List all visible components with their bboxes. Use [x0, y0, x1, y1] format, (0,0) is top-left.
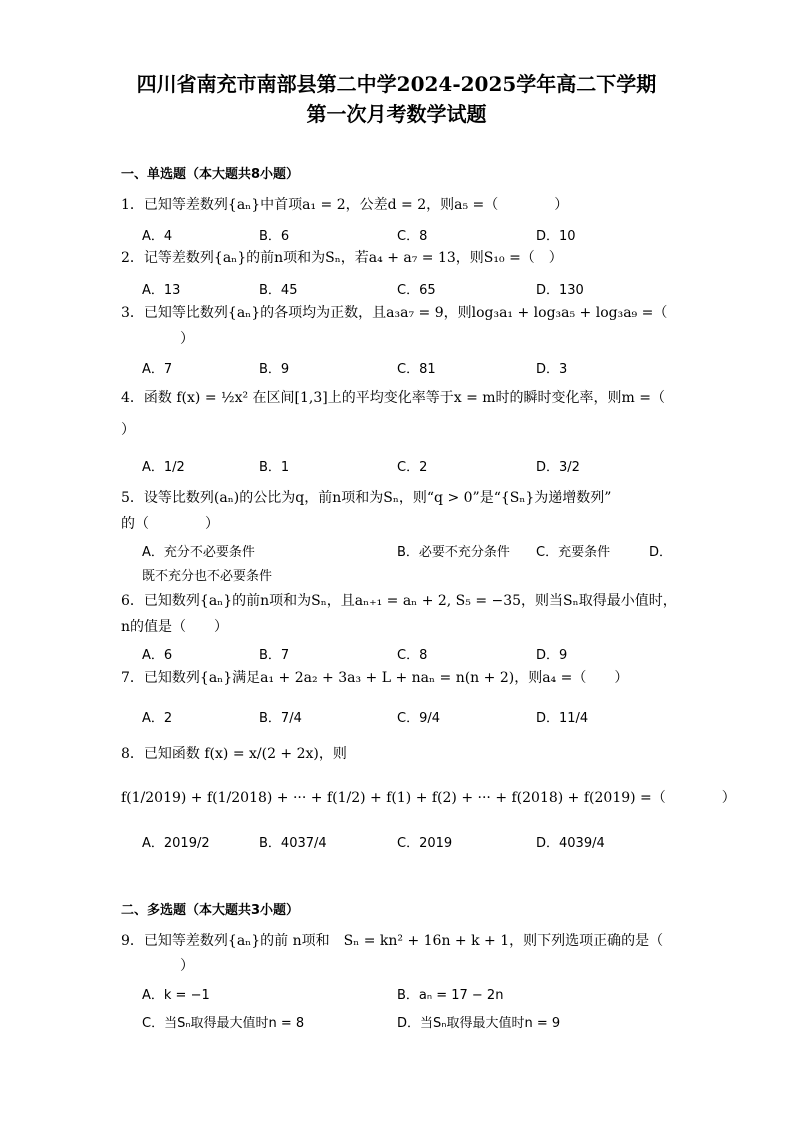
- q1-option-c: C．8: [397, 229, 428, 244]
- q8-option-b: B．4037/4: [259, 836, 327, 851]
- page-title-line2: 第一次月考数学试题: [306, 102, 487, 126]
- question-5: 5．设等比数列(aₙ)的公比为q，前n项和为Sₙ，则“q > 0”是“{Sₙ}为递增数列”: [121, 490, 612, 506]
- question-9: 9．已知等差数列{aₙ}的前 n项和 Sₙ = kn² + 16n + k + 1，则下列选项正确的是（: [121, 933, 664, 949]
- q3-option-d: D．3: [536, 362, 568, 377]
- q4-option-a: A．1/2: [142, 460, 185, 475]
- question-7: 7．已知数列{aₙ}满足a₁ + 2a₂ + 3a₃ + L + naₙ = n(n + 2)，则a₄ =（ ）: [121, 670, 629, 686]
- q5-option-d-text: 既不充分也不必要条件: [142, 569, 273, 584]
- question-6: 6．已知数列{aₙ}的前n项和为Sₙ，且aₙ₊₁ = aₙ + 2, S₅ = −35，则当Sₙ取得最小值时，: [121, 593, 677, 609]
- q1-option-a: A．4: [142, 229, 173, 244]
- q9-option-a: A．k = −1: [142, 988, 210, 1003]
- question-2: 2．记等差数列{aₙ}的前n项和为Sₙ，若a₄ + a₇ = 13，则S₁₀ =（ ）: [121, 250, 563, 266]
- q1-option-b: B．6: [259, 229, 290, 244]
- question-3-cont: ）: [180, 331, 194, 347]
- section2-heading: 二、多选题（本大题共3小题）: [121, 903, 300, 918]
- question-8: 8．已知函数 f(x) = x/(2 + 2x)，则: [121, 746, 347, 762]
- question-5-cont: 的（ ）: [121, 516, 219, 532]
- q9-option-b: B．aₙ = 17 − 2n: [397, 988, 504, 1003]
- question-6-cont: n的值是（ ）: [121, 619, 229, 635]
- q2-option-c: C．65: [397, 283, 436, 298]
- q6-option-b: B．7: [259, 648, 290, 663]
- q6-option-d: D．9: [536, 648, 568, 663]
- q5-option-d: D．: [649, 545, 673, 560]
- q4-option-d: D．3/2: [536, 460, 580, 475]
- q3-option-c: C．81: [397, 362, 436, 377]
- q7-option-b: B．7/4: [259, 711, 302, 726]
- q9-option-c: C．当Sₙ取得最大值时n = 8: [142, 1016, 305, 1031]
- q5-option-a: A．充分不必要条件: [142, 545, 255, 560]
- q8-option-a: A．2019/2: [142, 836, 210, 851]
- q3-option-b: B．9: [259, 362, 290, 377]
- question-1: 1．已知等差数列{aₙ}中首项a₁ = 2，公差d = 2，则a₅ =（ ）: [121, 197, 569, 213]
- question-4-cont: ）: [121, 422, 135, 438]
- q6-option-a: A．6: [142, 648, 173, 663]
- q9-option-d: D．当Sₙ取得最大值时n = 9: [397, 1016, 561, 1031]
- q8-option-c: C．2019: [397, 836, 453, 851]
- section1-heading: 一、单选题（本大题共8小题）: [121, 167, 300, 182]
- q5-option-c: C．充要条件: [536, 545, 611, 560]
- q3-option-a: A．7: [142, 362, 173, 377]
- q7-option-d: D．11/4: [536, 711, 589, 726]
- q6-option-c: C．8: [397, 648, 428, 663]
- q7-option-c: C．9/4: [397, 711, 440, 726]
- question-4: 4．函数 f(x) = ½x² 在区间[1,3]上的平均变化率等于x = m时的瞬时变化率，则m =（: [121, 390, 665, 406]
- q2-option-b: B．45: [259, 283, 298, 298]
- q7-option-a: A．2: [142, 711, 173, 726]
- q5-option-b: B．必要不充分条件: [397, 545, 510, 560]
- question-3: 3．已知等比数列{aₙ}的各项均为正数，且a₃a₇ = 9，则log₃a₁ + log₃a₅ + log₃a₉ =（: [121, 305, 668, 321]
- question-8-cont: f(1/2019) + f(1/2018) + ··· + f(1/2) + f(1) + f(2) + ··· + f(2018) + f(2019) =（ ）: [121, 790, 736, 806]
- question-9-cont: ）: [180, 958, 194, 974]
- page-title-line1: 四川省南充市南部县第二中学2024-2025学年高二下学期: [136, 72, 657, 96]
- q4-option-c: C．2: [397, 460, 428, 475]
- q1-option-d: D．10: [536, 229, 576, 244]
- q4-option-b: B．1: [259, 460, 290, 475]
- q8-option-d: D．4039/4: [536, 836, 605, 851]
- q2-option-a: A．13: [142, 283, 181, 298]
- q2-option-d: D．130: [536, 283, 584, 298]
